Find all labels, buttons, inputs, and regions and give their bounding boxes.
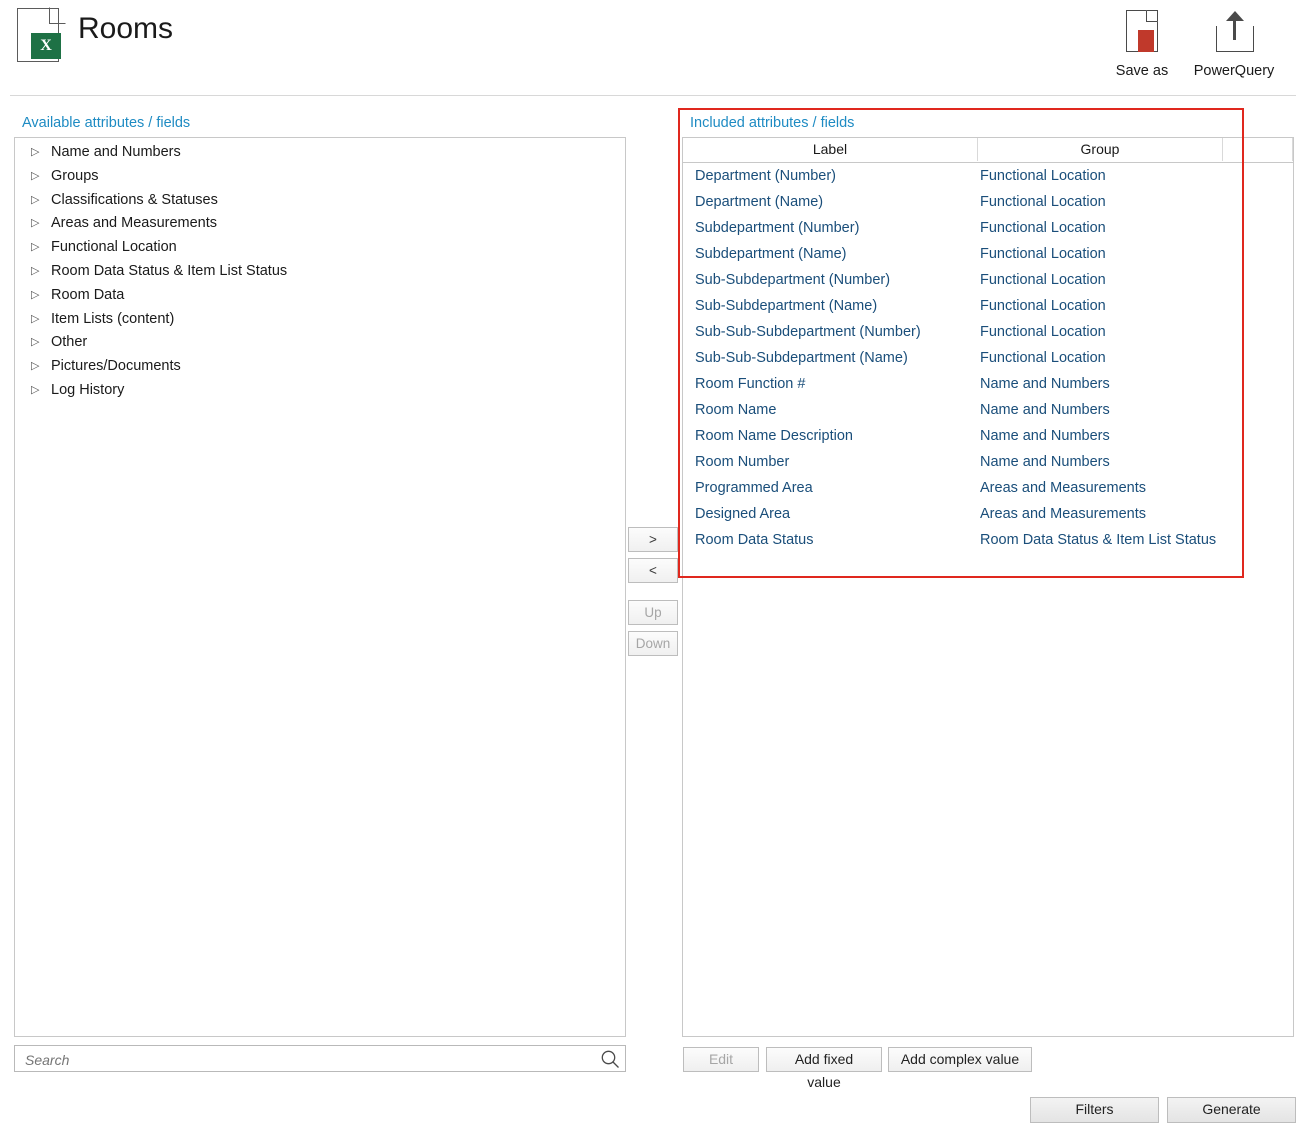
tree-item-label: Item Lists (content)	[51, 310, 175, 327]
move-right-button[interactable]: >	[628, 527, 678, 552]
row-label: Room Function #	[695, 376, 806, 392]
row-group: Areas and Measurements	[980, 480, 1147, 496]
tree-item[interactable]	[15, 260, 625, 284]
row-label: Designed Area	[695, 506, 791, 522]
row-group: Name and Numbers	[980, 428, 1110, 444]
table-row[interactable]	[683, 163, 1293, 189]
row-group: Functional Location	[980, 272, 1106, 288]
table-row[interactable]	[683, 345, 1293, 371]
table-row[interactable]	[683, 215, 1293, 241]
search-icon[interactable]	[600, 1049, 620, 1069]
tree-item-label: Name and Numbers	[51, 144, 181, 160]
chevron-right-icon[interactable]: ▷	[31, 336, 40, 349]
table-row[interactable]	[683, 267, 1293, 293]
tree-item[interactable]	[15, 284, 625, 308]
row-group: Functional Location	[980, 324, 1106, 340]
row-group: Name and Numbers	[980, 402, 1110, 418]
tree-item[interactable]	[15, 141, 625, 165]
edit-button[interactable]: Edit	[683, 1047, 759, 1072]
column-header-label[interactable]: Label	[683, 138, 978, 161]
excel-document-icon	[17, 8, 65, 64]
included-fields-grid[interactable]	[682, 137, 1294, 1037]
add-fixed-value-button[interactable]: Add fixed value	[766, 1047, 882, 1072]
row-group: Name and Numbers	[980, 454, 1110, 470]
chevron-right-icon[interactable]: ▷	[31, 146, 40, 158]
available-fields-tree[interactable]	[14, 137, 626, 1037]
move-up-button[interactable]: Up	[628, 600, 678, 625]
table-row[interactable]	[683, 449, 1293, 475]
row-group: Functional Location	[980, 350, 1106, 366]
chevron-right-icon[interactable]: ▷	[31, 360, 40, 373]
row-label: Programmed Area	[695, 480, 813, 496]
chevron-right-icon[interactable]: ▷	[31, 264, 40, 277]
table-row[interactable]	[683, 423, 1293, 449]
power-query-label: PowerQuery	[1193, 63, 1275, 79]
row-group: Functional Location	[980, 168, 1106, 184]
table-row[interactable]	[683, 527, 1293, 553]
row-group: Functional Location	[980, 298, 1106, 314]
power-query-export-icon	[1182, 10, 1286, 58]
table-row[interactable]	[683, 501, 1293, 527]
tree-item[interactable]	[15, 355, 625, 379]
tree-item-label: Other	[51, 334, 88, 351]
tree-item-label: Groups	[51, 167, 99, 184]
row-label: Room Number	[695, 454, 790, 470]
table-row[interactable]	[683, 371, 1293, 397]
row-group: Name and Numbers	[980, 376, 1110, 392]
tree-item-label: Room Data	[51, 286, 125, 303]
app-header	[0, 0, 1306, 96]
row-group: Functional Location	[980, 194, 1106, 210]
tree-item[interactable]	[15, 189, 625, 213]
table-row[interactable]	[683, 397, 1293, 423]
excel-badge-label: X	[31, 33, 61, 59]
power-query-button[interactable]	[1182, 10, 1286, 79]
tree-item[interactable]	[15, 379, 625, 403]
save-as-label: Save as	[1115, 63, 1169, 79]
tree-item-label: Classifications & Statuses	[51, 191, 218, 208]
grid-header-row	[683, 138, 1293, 163]
header-divider	[10, 95, 1296, 96]
table-row[interactable]	[683, 241, 1293, 267]
row-group: Functional Location	[980, 220, 1106, 236]
tree-item[interactable]	[15, 331, 625, 355]
tree-item-label: Functional Location	[51, 239, 177, 256]
row-group: Functional Location	[980, 246, 1106, 262]
save-as-button[interactable]	[1090, 10, 1194, 79]
move-left-button[interactable]: <	[628, 558, 678, 583]
add-complex-value-button[interactable]: Add complex value	[888, 1047, 1032, 1072]
row-label: Sub-Subdepartment (Number)	[695, 272, 891, 288]
row-label: Sub-Sub-Subdepartment (Number)	[695, 324, 921, 340]
tree-item-label: Log History	[51, 381, 125, 398]
row-label: Department (Number)	[695, 168, 837, 184]
table-row[interactable]	[683, 319, 1293, 345]
table-row[interactable]	[683, 293, 1293, 319]
available-fields-title: Available attributes / fields	[22, 115, 191, 131]
move-down-button[interactable]: Down	[628, 631, 678, 656]
chevron-right-icon[interactable]: ▷	[31, 312, 40, 325]
row-label: Department (Name)	[695, 194, 824, 210]
row-label: Sub-Sub-Subdepartment (Name)	[695, 350, 908, 366]
row-label: Sub-Subdepartment (Name)	[695, 298, 878, 314]
chevron-right-icon[interactable]: ▷	[31, 288, 40, 301]
tree-item-label: Areas and Measurements	[51, 215, 218, 232]
save-as-icon	[1090, 10, 1194, 58]
row-label: Subdepartment (Number)	[695, 220, 860, 236]
included-fields-title: Included attributes / fields	[690, 115, 855, 131]
filters-button[interactable]: Filters	[1030, 1097, 1159, 1123]
table-row[interactable]	[683, 475, 1293, 501]
tree-item[interactable]	[15, 236, 625, 260]
tree-item[interactable]	[15, 212, 625, 236]
row-label: Room Data Status	[695, 532, 814, 548]
chevron-right-icon[interactable]: ▷	[31, 169, 40, 182]
tree-item[interactable]	[15, 165, 625, 189]
row-group: Areas and Measurements	[980, 506, 1147, 522]
tree-item[interactable]	[15, 308, 625, 332]
column-header-spacer	[1223, 138, 1293, 161]
search-input[interactable]	[23, 1046, 587, 1073]
row-label: Room Name	[695, 402, 777, 418]
chevron-right-icon[interactable]: ▷	[31, 193, 40, 206]
page-title: Rooms	[78, 12, 174, 45]
row-label: Subdepartment (Name)	[695, 246, 847, 262]
column-header-group[interactable]: Group	[978, 138, 1223, 161]
chevron-right-icon[interactable]: ▷	[31, 241, 40, 254]
chevron-right-icon[interactable]: ▷	[31, 383, 40, 396]
row-label: Room Name Description	[695, 428, 853, 444]
chevron-right-icon[interactable]: ▷	[31, 217, 40, 230]
tree-item-label: Pictures/Documents	[51, 358, 181, 375]
tree-item-label: Room Data Status & Item List Status	[51, 262, 288, 279]
search-box[interactable]	[14, 1045, 626, 1072]
table-row[interactable]	[683, 189, 1293, 215]
row-group: Room Data Status & Item List Status	[980, 532, 1217, 548]
generate-button[interactable]: Generate	[1167, 1097, 1296, 1123]
